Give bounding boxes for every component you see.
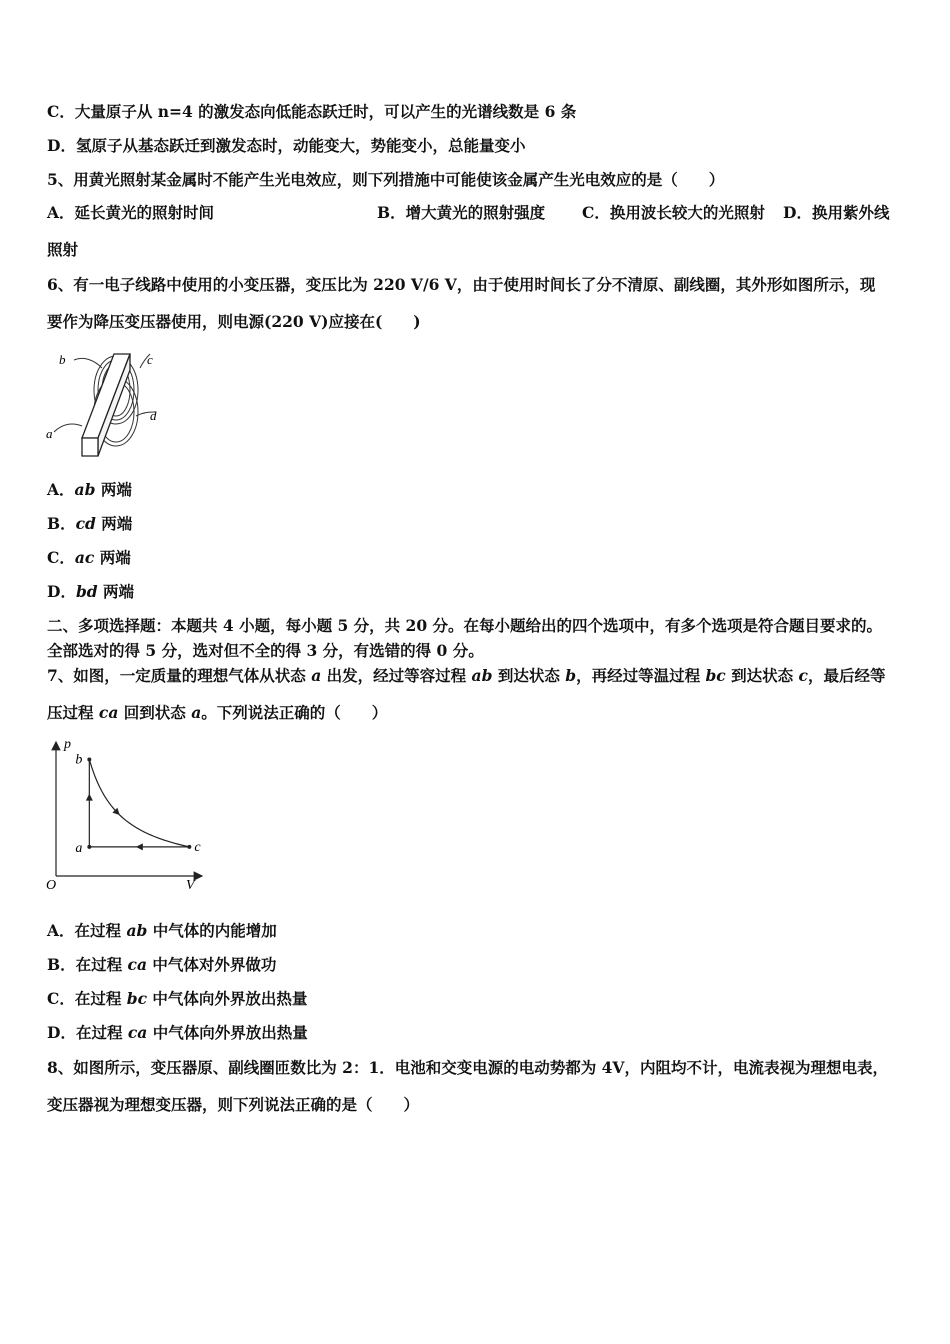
q8-stem-line1: 8、如图所示，变压器原、副线圈匝数比为 2：1．电池和交变电源的电动势都为 4V，内阻均不计，电流表视为理想电表， [47,1058,888,1077]
q4-option-d: D．氢原子从基态跃迁到激发态时，动能变大，势能变小，总能量变小 [47,136,526,155]
section2-line2: 全部选对的得 5 分，选对但不全的得 3 分，有选错的得 0 分。 [47,641,484,660]
q7-option-a: A．在过程 ab 中气体的内能增加 [47,921,277,940]
process-bc-curve [89,759,189,846]
figure-label-b: b [59,352,66,367]
arrow-ab [86,794,93,801]
q8-stem-line2: 变压器视为理想变压器，则下列说法正确的是（ ） [47,1095,420,1114]
transformer-figure [44,346,164,464]
q5-option-a: A．延长黄光的照射时间 [47,203,215,222]
p-axis-label: p [64,737,71,752]
origin-label: O [46,878,57,893]
q7-option-d: D．在过程 ca 中气体向外界放出热量 [47,1023,308,1042]
q5-option-d: D．换用紫外线 [783,203,890,222]
q5-options-row [47,203,907,223]
figure-label-c: c [147,352,153,367]
point-c [187,845,191,849]
q5-option-c: C．换用波长较大的光照射 [582,203,765,222]
figure-label-a: a [46,426,53,441]
v-axis-label: V [186,878,195,893]
point-a [87,845,91,849]
pv-diagram [44,734,214,894]
point-label-c: c [194,839,201,855]
q4-option-c: C．大量原子从 n=4 的激发态向低能态跃迁时，可以产生的光谱线数是 6 条 [47,102,577,121]
q5-stem: 5、用黄光照射某金属时不能产生光电效应，则下列措施中可能使该金属产生光电效应的是（ ） [47,170,725,189]
q6-option-b: B．cd 两端 [47,514,133,533]
point-b [87,757,91,761]
q7-option-b: B．在过程 ca 中气体对外界做功 [47,955,277,974]
q6-option-a: A．ab 两端 [47,480,132,499]
q6-stem-line1: 6、有一电子线路中使用的小变压器，变压比为 220 V/6 V，由于使用时间长了分不清原、副线圈，其外形如图所示，现 [47,275,876,294]
point-label-b: b [75,752,83,768]
section2-line1: 二、多项选择题：本题共 4 小题，每小题 5 分，共 20 分。在每小题给出的四个选项中，有多个选项是符合题目要求的。 [47,616,883,635]
q5-option-d-wrap: 照射 [47,240,79,259]
q7-stem-line1: 7、如图，一定质量的理想气体从状态 a 出发，经过等容过程 ab 到达状态 b，再经过等温过程 bc 到达状态 c，最后经等 [47,666,886,685]
q6-option-d: D．bd 两端 [47,582,135,601]
point-label-a: a [75,840,83,856]
q5-option-b: B．增大黄光的照射强度 [377,203,546,222]
q6-option-c: C．ac 两端 [47,548,131,567]
arrow-ca [136,843,143,850]
q7-stem-line2: 压过程 ca 回到状态 a。下列说法正确的（ ） [47,703,388,722]
q7-option-c: C．在过程 bc 中气体向外界放出热量 [47,989,308,1008]
q6-stem-line2: 要作为降压变压器使用，则电源(220 V)应接在( ) [47,312,421,331]
figure-label-d: d [150,408,157,423]
